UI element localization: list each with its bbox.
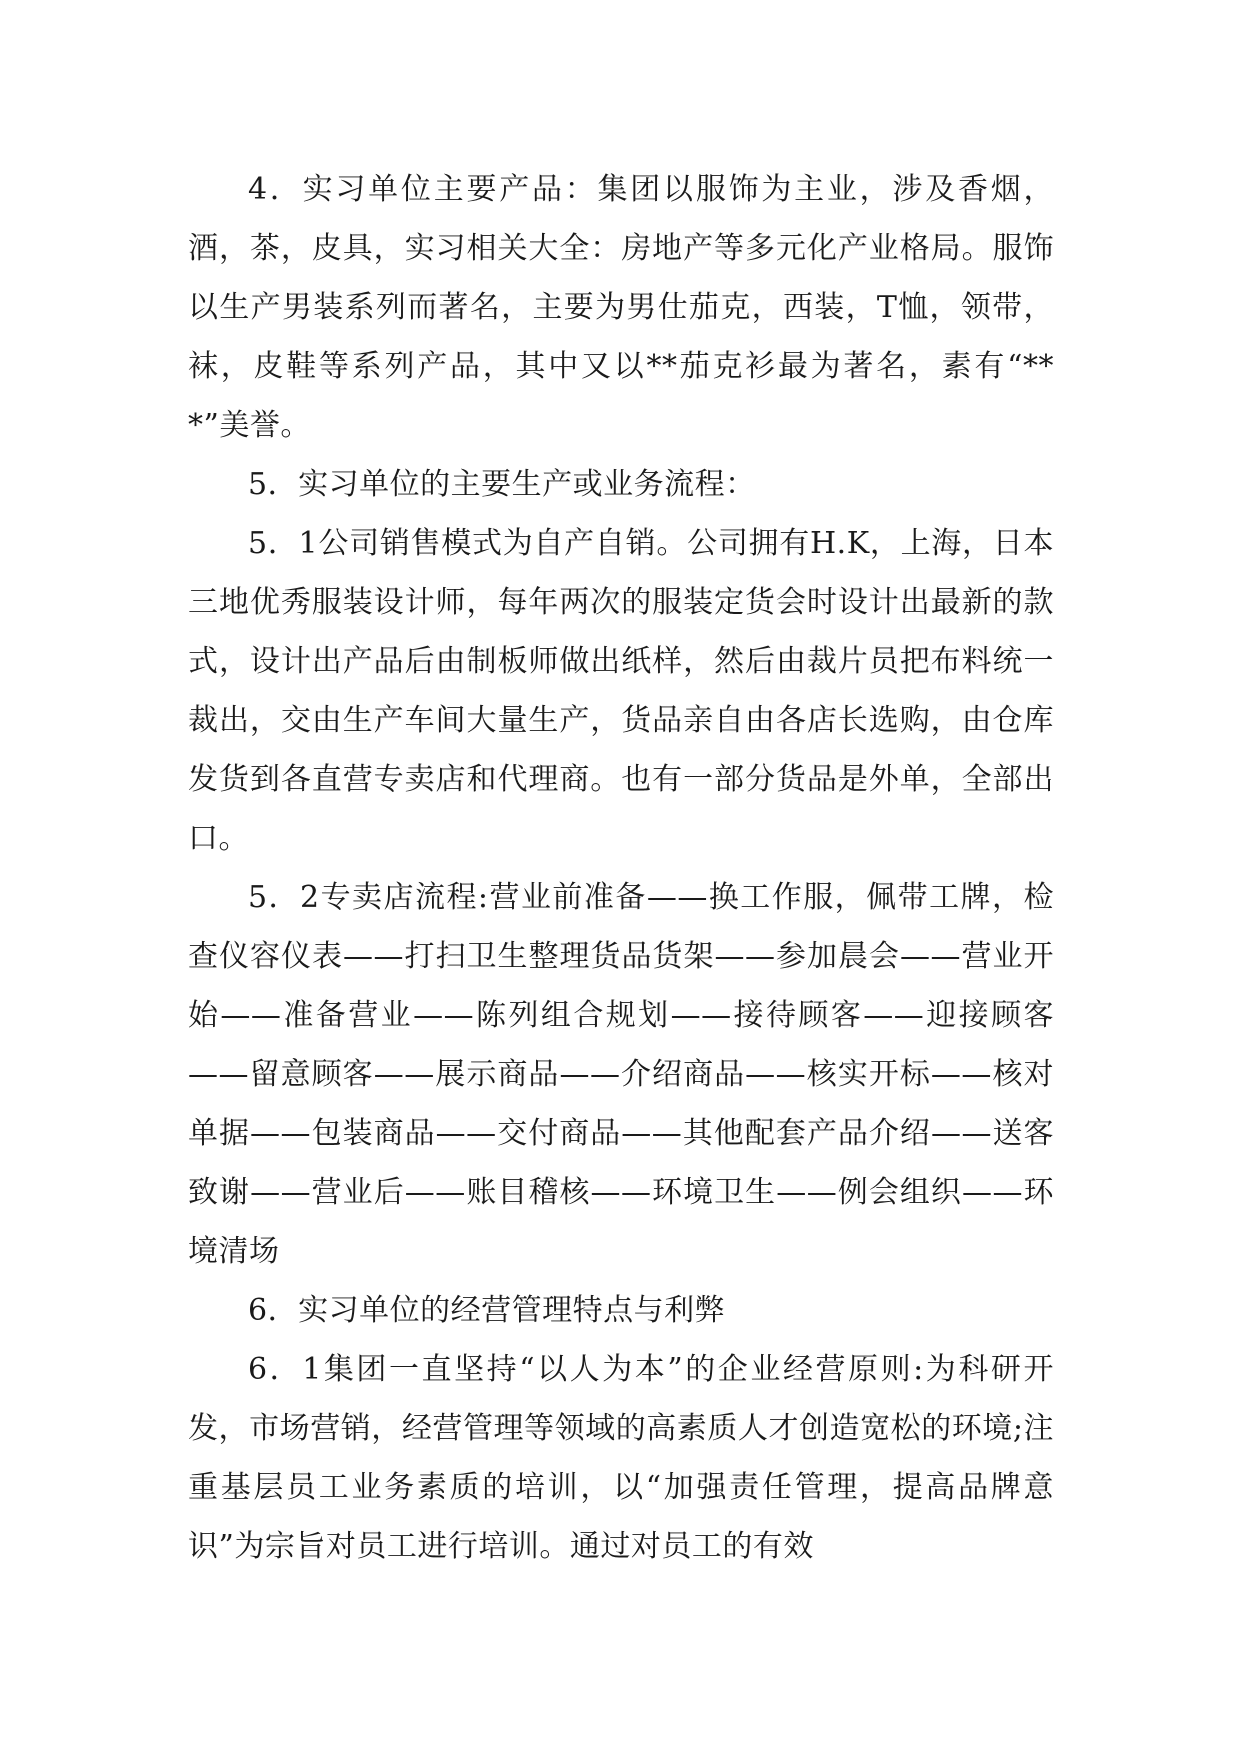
paragraph-store-process: 5．2专卖店流程:营业前准备——换工作服，佩带工牌，检查仪容仪表——打扫卫生整理货品货架——参加晨会——营业开始——准备营业——陈列组合规划——接待顾客——迎接顾客——留意顾客——展示商品——介绍商品——核实开标——核对单据——包装商品——交付商品——其他配套产品介绍——送客致谢——营业后——账目稽核——环境卫生——例会组织——环境清场: [188, 880, 1054, 1269]
heading-business-process: 5．实习单位的主要生产或业务流程：: [248, 467, 756, 502]
heading-management-features: 6．实习单位的经营管理特点与利弊: [248, 1293, 726, 1328]
paragraph-people-oriented: 6．1集团一直坚持“以人为本”的企业经营原则:为科研开发，市场营销，经营管理等领域的高素质人才创造宽松的环境;注重基层员工业务素质的培训，以“加强责任管理，提高品牌意识”为宗旨对员工进行培训。通过对员工的有效: [188, 1352, 1054, 1564]
document-body: [188, 160, 1054, 1576]
paragraph-sales-model: 5．1公司销售模式为自产自销。公司拥有H.K，上海，日本三地优秀服装设计师，每年两次的服装定货会时设计出最新的款式，设计出产品后由制板师做出纸样，然后由裁片员把布料统一裁出，交由生产车间大量生产，货品亲自由各店长选购，由仓库发货到各直营专卖店和代理商。也有一部分货品是外单，全部出口。: [188, 526, 1054, 856]
paragraph-main-products: 4．实习单位主要产品：集团以服饰为主业，涉及香烟，酒，茶，皮具，实习相关大全：房地产等多元化产业格局。服饰以生产男装系列而著名，主要为男仕茄克，西装，T恤，领带，袜，皮鞋等系列产品，其中又以**茄克衫最为著名，素有“***”美誉。: [188, 172, 1054, 443]
